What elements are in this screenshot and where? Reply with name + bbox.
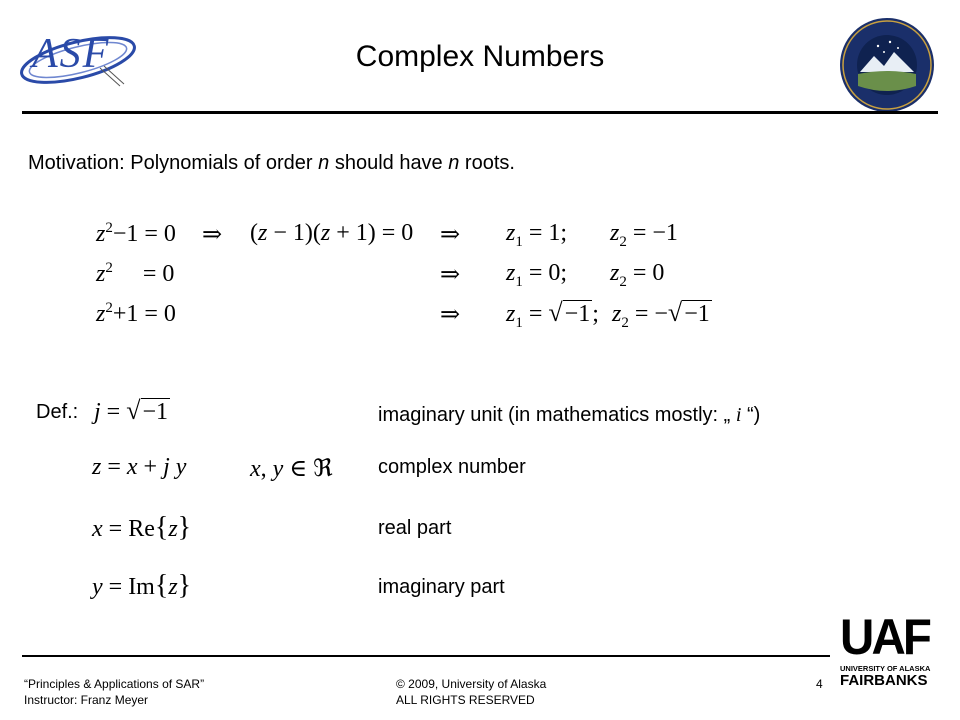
complex-number-label: complex number (378, 456, 526, 478)
geophysical-institute-logo (838, 16, 936, 114)
real-part-formula: x = Re{z} (92, 512, 192, 543)
asf-logo-text: ASF (32, 31, 111, 77)
footer-copyright: © 2009, University of Alaska ALL RIGHTS RESERVED (396, 677, 547, 707)
equation-row-3-lhs: $z^2+1 = 0$ (96, 300, 176, 327)
implies-arrow: ⇒ (440, 302, 461, 328)
equation-row-1-root1: $z_1 = 1$; (506, 220, 568, 250)
uaf-logo (840, 609, 940, 692)
page-title: Complex Numbers (355, 40, 605, 73)
imaginary-part-label: imaginary part (378, 576, 505, 598)
equation-row-3-root2: $z_2 = -√-1$ (612, 298, 710, 331)
motivation-text: Motivation: Polynomials of order n should have n roots. (28, 152, 515, 174)
complex-number-domain: x, y ∈ ℜ (250, 456, 333, 482)
page-number: 4 (816, 677, 823, 691)
implies-arrow: ⇒ (440, 222, 461, 248)
implies-arrow: ⇒ (440, 262, 461, 288)
equation-row-3-root1: $z_1 = √-1$; (506, 298, 599, 331)
footer-divider (22, 655, 830, 657)
equation-row-2-lhs: $z^2$ = 0 (96, 260, 175, 287)
equation-row-1-factored: (z − 1)(z + 1) = 0 (250, 220, 414, 246)
implies-arrow: ⇒ (202, 222, 223, 248)
footer-course: “Principles & Applications of SAR” Instructor: Franz Meyer (24, 677, 205, 707)
imaginary-unit-formula: j = √−1 (94, 396, 169, 425)
header-divider (22, 111, 938, 114)
definition-label: Def.: (36, 401, 79, 423)
imaginary-unit-label: imaginary unit (in mathematics mostly: „ i “) (378, 404, 761, 426)
real-part-label: real part (378, 517, 452, 539)
imaginary-part-formula: y = Im{z} (92, 570, 192, 601)
uaf-logo-mark: UAF (840, 609, 930, 665)
equation-row-1-root2: $z_2 = -1$ (610, 220, 678, 250)
equation-row-2-root2: $z_2 = 0$ (610, 260, 665, 290)
uaf-logo-line2: FAIRBANKS (840, 672, 928, 689)
equation-row-2-root1: $z_1 = 0$; (506, 260, 568, 290)
equation-row-1-lhs: $z^2-1 = 0$ (96, 220, 176, 247)
uaf-logo-line1: UNIVERSITY OF ALASKA (840, 664, 931, 673)
complex-number-formula: z = x + j y (92, 454, 187, 480)
